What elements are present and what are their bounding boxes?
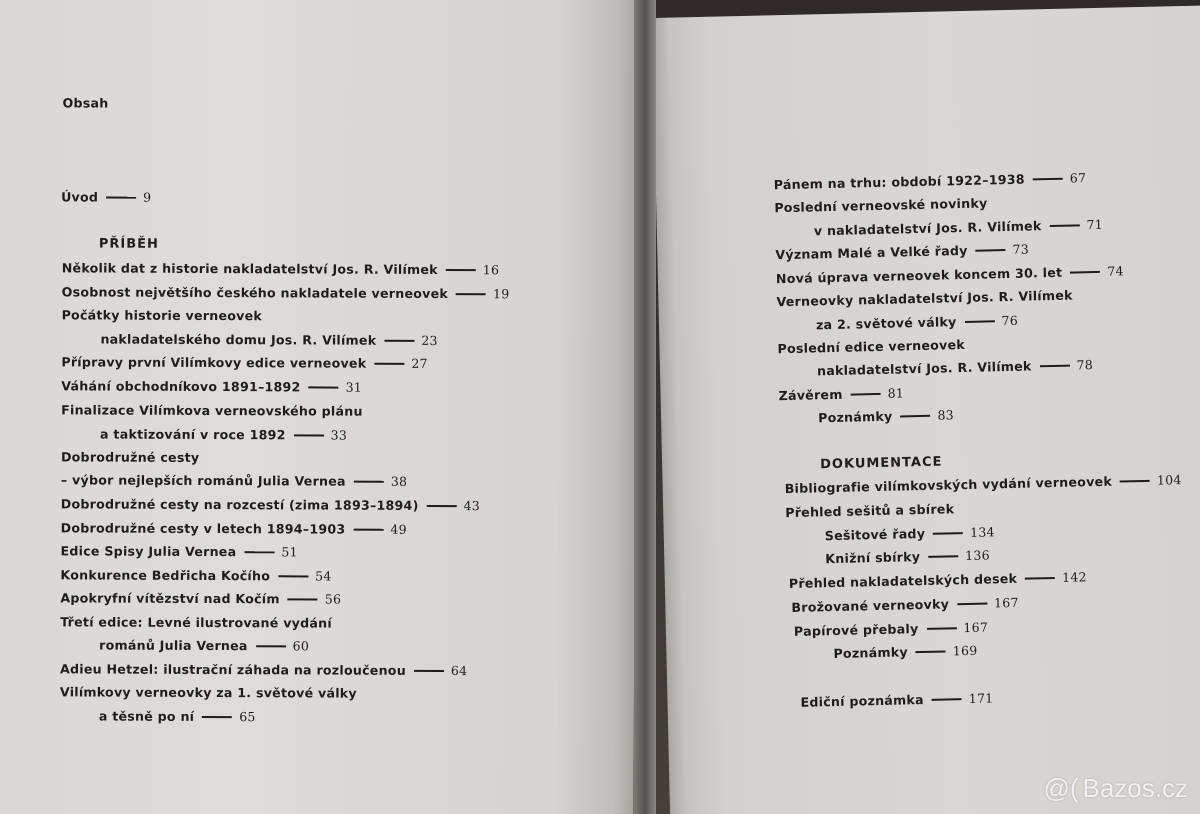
toc-entry — [99, 638, 309, 654]
toc-entry — [774, 170, 1087, 192]
toc-entry — [60, 684, 357, 700]
toc-entry — [814, 217, 1103, 239]
leader-dash — [309, 386, 339, 388]
leader-dash — [354, 480, 384, 482]
toc-page-number: 78 — [1076, 357, 1094, 373]
toc-entry — [789, 569, 1087, 591]
toc-page-number: 65 — [239, 709, 256, 725]
toc-title: za 2. světové války — [815, 314, 957, 333]
toc-title: Poslední edice verneovek — [777, 336, 966, 357]
leader-dash — [1040, 364, 1070, 367]
leader-dash — [932, 698, 962, 701]
leader-dash — [933, 532, 963, 535]
toc-entry — [61, 402, 363, 418]
toc-entry — [60, 661, 467, 678]
leader-dash — [965, 320, 995, 323]
toc-entry — [100, 427, 347, 443]
leader-dash — [926, 627, 956, 630]
toc-page-number: 27 — [411, 355, 428, 371]
toc-title: Apokryfní vítězství nad Kočím — [60, 590, 280, 607]
leader-dash — [288, 598, 318, 600]
leader-dash — [1033, 177, 1063, 180]
toc-entry — [817, 357, 1093, 378]
leader-dash — [353, 528, 383, 530]
toc-entry — [60, 614, 332, 630]
toc-title: Poslední verneovské novinky — [774, 195, 988, 216]
toc-page-number: 76 — [1001, 312, 1019, 329]
leader-dash — [957, 602, 987, 605]
bazos-watermark — [1043, 773, 1188, 804]
toc-entry — [61, 543, 298, 559]
toc-title: – výbor nejlepších románů Julia Vernea — [60, 472, 346, 489]
toc-entry — [791, 595, 1019, 615]
leader-dash — [256, 645, 286, 647]
leader-dash — [1025, 576, 1055, 579]
toc-entry — [818, 407, 954, 425]
toc-title: Dobrodružné cesty — [60, 449, 200, 465]
toc-page-number: 9 — [143, 189, 152, 205]
toc-title: v nakladatelství Jos. R. Vilímek — [813, 218, 1042, 239]
toc-page-number: 134 — [970, 524, 995, 540]
toc-page-number: 81 — [887, 385, 905, 401]
toc-entry — [785, 472, 1182, 496]
toc-page-number: 16 — [482, 262, 500, 278]
toc-page-number: 49 — [390, 521, 407, 537]
leader-dash — [294, 434, 324, 436]
leader-dash — [202, 715, 232, 717]
toc-page-number: 167 — [993, 594, 1019, 611]
section-heading-pribeh: PŘÍBĚH — [98, 236, 159, 252]
toc-title: Verneovky nakladatelství Jos. R. Vilímek — [776, 287, 1073, 310]
toc-page-number: 67 — [1069, 170, 1087, 186]
toc-page-number: 171 — [968, 690, 994, 706]
toc-page-number: 64 — [450, 663, 468, 679]
leader-dash — [1049, 224, 1079, 227]
toc-title: Váhání obchodníkovo 1891–1892 — [61, 378, 301, 395]
toc-title: Poznámky — [833, 644, 909, 662]
toc-title: a taktizování v roce 1892 — [100, 426, 286, 443]
toc-title: Třetí edice: Levné ilustrované vydání — [60, 614, 332, 631]
toc-page-number: 169 — [952, 642, 978, 659]
toc-entry — [825, 524, 995, 543]
toc-title: Přehled sešitů a sbírek — [785, 501, 955, 521]
toc-entry — [61, 520, 407, 537]
toc-page-number: 60 — [292, 638, 310, 654]
leader-dash — [384, 339, 414, 341]
section-heading-dokumentace: DOKUMENTACE — [820, 454, 943, 473]
toc-entry — [776, 263, 1124, 286]
leader-dash — [446, 269, 476, 271]
toc-entry — [777, 337, 965, 356]
book-gutter — [634, 0, 656, 814]
toc-page-number: 38 — [390, 473, 408, 489]
toc-title: a těsně po ní — [98, 708, 195, 724]
toc-entry — [778, 385, 904, 403]
leader-dash — [374, 362, 404, 364]
toc-title: Pánem na trhu: období 1922–1938 — [773, 171, 1025, 193]
toc-page-number: 136 — [965, 547, 990, 564]
toc-title: Konkurence Bedřicha Kočího — [60, 567, 271, 584]
toc-entry — [774, 195, 987, 215]
toc-title: Bibliografie vilímkovských vydání verneovek — [784, 473, 1113, 497]
toc-title: Osobnost největšího českého nakladatele verneovek — [61, 284, 449, 302]
toc-entry — [825, 547, 990, 566]
toc-entry — [61, 449, 199, 465]
bazos-logo-icon: @( — [1043, 773, 1079, 803]
toc-entry — [785, 501, 954, 520]
leader-dash — [1070, 270, 1100, 273]
toc-entry — [816, 313, 1018, 333]
page-heading: Obsah — [62, 95, 109, 111]
leader-dash — [278, 575, 308, 577]
toc-title: Adieu Hetzel: ilustrační záhada na rozloučenou — [60, 661, 406, 678]
toc-title: Ediční poznámka — [800, 692, 924, 710]
leader-dash — [456, 293, 486, 295]
toc-page-number: 19 — [493, 286, 510, 302]
toc-entry — [794, 620, 988, 639]
toc-entry — [99, 709, 256, 725]
leader-dash — [976, 249, 1006, 252]
toc-entry — [62, 307, 263, 323]
toc-entry — [61, 378, 362, 394]
toc-title: Počátky historie verneovek — [61, 307, 263, 324]
toc-page-number: 167 — [963, 619, 989, 636]
toc-entry — [100, 332, 437, 348]
toc-entry — [800, 690, 993, 709]
leader-dash — [916, 650, 946, 653]
toc-entry — [60, 590, 341, 606]
toc-title: Vilímkovy verneovky za 1. světové války — [59, 684, 357, 701]
toc-title: Poznámky — [817, 408, 893, 426]
toc-entry — [61, 472, 407, 489]
toc-page-number: 33 — [330, 427, 348, 443]
toc-title: nakladatelství Jos. R. Vilímek — [816, 358, 1032, 379]
leader-dash — [427, 504, 457, 506]
toc-title: Knižní sbírky — [825, 549, 921, 567]
toc-entry — [776, 288, 1073, 310]
toc-title: Přípravy první Vilímkovy edice verneovek — [61, 354, 367, 371]
toc-page-number: 74 — [1107, 263, 1124, 279]
toc-title: románů Julia Vernea — [99, 637, 248, 654]
toc-title: nakladatelského domu Jos. R. Vilímek — [100, 331, 377, 348]
toc-page-number: 43 — [463, 498, 481, 514]
toc-title: Papírové přebaly — [793, 621, 919, 639]
toc-page-number: 54 — [315, 568, 332, 584]
toc-page-number: 83 — [937, 407, 955, 423]
toc-title: Několik dat z historie nakladatelství Jos. R. Vilímek — [61, 260, 438, 278]
toc-entry — [61, 354, 427, 371]
leader-dash — [851, 392, 881, 395]
right-page — [652, 5, 1200, 814]
toc-entry — [775, 242, 1029, 263]
toc-title: Nová úprava verneovek koncem 30. let — [775, 264, 1063, 287]
toc-page-number: 56 — [324, 591, 342, 607]
toc-title: Dobrodružné cesty na rozcestí (zima 1893–1894) — [60, 496, 419, 513]
leader-dash — [244, 551, 274, 553]
toc-entry — [62, 284, 510, 301]
leader-dash — [928, 555, 958, 558]
toc-title: Význam Malé a Velké řady — [775, 242, 968, 263]
toc-page-number: 51 — [281, 544, 298, 560]
toc-title: Finalizace Vilímkova verneovského plánu — [61, 402, 363, 419]
toc-title: Dobrodružné cesty v letech 1894–1903 — [60, 520, 346, 537]
leader-dash — [414, 669, 444, 671]
toc-entry — [62, 260, 500, 277]
leader-dash — [106, 196, 136, 198]
toc-page-number: 31 — [345, 379, 363, 395]
toc-page-number: 71 — [1086, 216, 1104, 233]
toc-entry — [60, 567, 331, 583]
leader-dash — [1120, 479, 1150, 482]
leader-dash — [900, 414, 930, 417]
toc-entry — [61, 496, 480, 513]
toc-entry-intro — [61, 189, 151, 204]
toc-entry — [833, 643, 977, 661]
toc-page-number: 23 — [421, 332, 438, 349]
toc-title: Úvod — [61, 189, 99, 205]
toc-page-number: 142 — [1062, 569, 1087, 585]
toc-page-number: 104 — [1156, 472, 1182, 488]
toc-title: Brožované verneovky — [791, 596, 950, 615]
toc-title: Edice Spisy Julia Vernea — [60, 543, 237, 560]
watermark-text: Bazos.cz — [1082, 773, 1188, 803]
toc-page-number: 73 — [1012, 241, 1030, 257]
toc-title: Přehled nakladatelských desek — [788, 570, 1018, 592]
toc-title: Sešitové řady — [824, 525, 926, 544]
toc-title: Závěrem — [778, 386, 843, 404]
